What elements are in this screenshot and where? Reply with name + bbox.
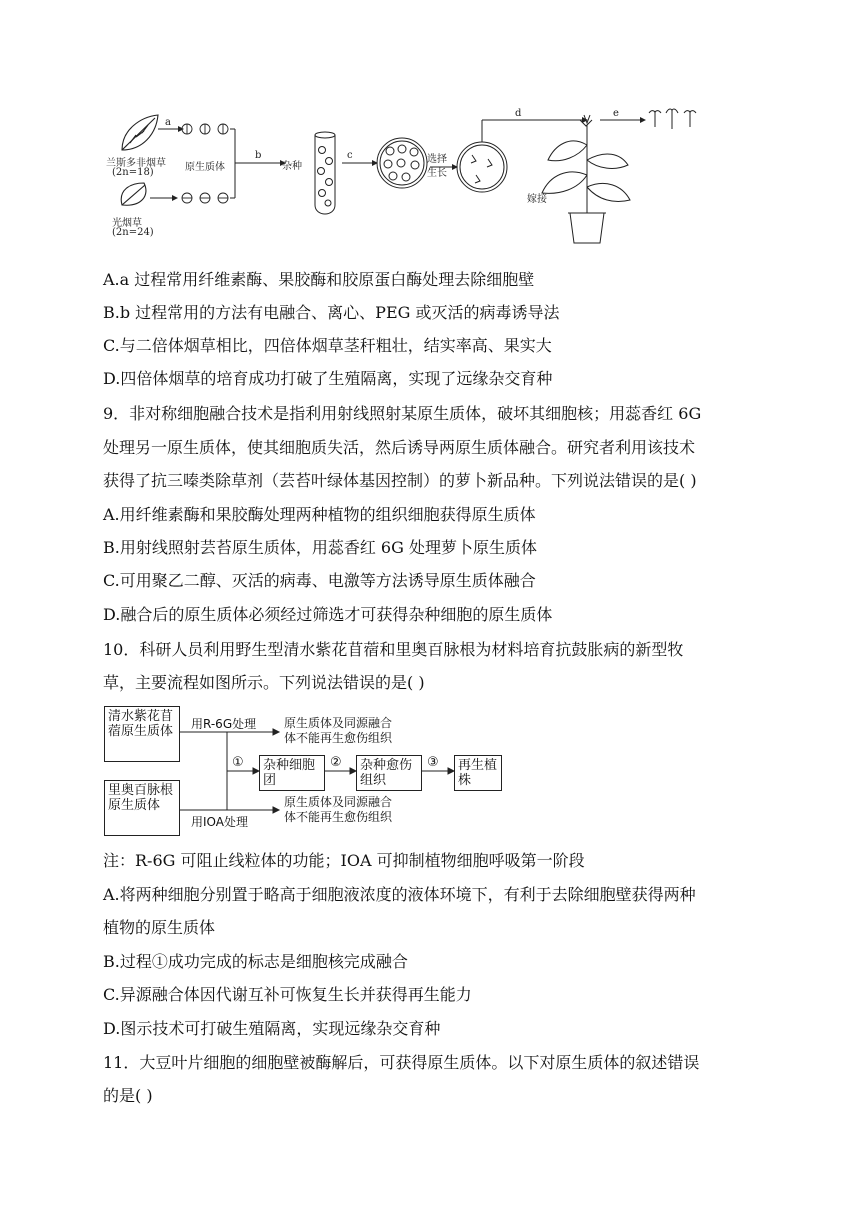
result-top-line-1: 原生质体及同源融合 xyxy=(284,716,393,730)
protoplast-row-1 xyxy=(182,124,228,134)
result-bottom-line-1: 原生质体及同源融合 xyxy=(284,795,393,809)
q10-option-b: B.过程①成功完成的标志是细胞核完成融合 xyxy=(103,952,408,971)
selection-dish-icon xyxy=(457,142,507,192)
leaf-icon-1 xyxy=(122,115,158,150)
box-alfalfa-protoplast: 清水紫花苜蓿原生质体 xyxy=(104,706,180,762)
step-d-label: d xyxy=(515,108,522,119)
q10-option-d: D.图示技术可打破生殖隔离，实现远缘杂交育种 xyxy=(103,1019,441,1038)
treat-ioa-label: 用IOA处理 xyxy=(191,815,248,829)
q11-stem-line-1: 11．大豆叶片细胞的细胞壁被酶解后，可获得原生质体。以下对原生质体的叙述错误 xyxy=(103,1053,700,1072)
step-2-marker: ② xyxy=(330,755,342,770)
q10-stem-line-1: 10．科研人员利用野生型清水紫花苜蓿和里奥百脉根为材料培育抗鼓胀病的新型牧 xyxy=(103,640,684,659)
q9-option-b: B.用射线照射芸苔原生质体，用蕊香红 6G 处理萝卜原生质体 xyxy=(103,538,537,557)
leaf-icon-2 xyxy=(121,183,146,205)
result-bottom-line-2: 体不能再生愈伤组织 xyxy=(284,810,393,824)
plant1-chromosome: (2n=18) xyxy=(112,167,154,178)
q9-option-d: D.融合后的原生质体必须经过筛选才可获得杂种细胞的原生质体 xyxy=(103,605,553,624)
grafted-plant-icon xyxy=(542,115,630,243)
q10-option-a-line-1: A.将两种细胞分别置于略高于细胞液浓度的液体环境下，有利于去除细胞壁获得两种 xyxy=(103,885,696,904)
step-a-label: a xyxy=(165,117,171,128)
box-hybrid-callus: 杂种愈伤组织 xyxy=(356,755,422,791)
hybrid-label: 杂种 xyxy=(282,161,302,172)
select-label-2: 生长 xyxy=(427,168,447,179)
graft-label: 嫁接 xyxy=(527,194,547,205)
plant2-name: 光烟草 xyxy=(112,218,142,229)
q9-stem-line-2: 处理另一原生质体，使其细胞质失活，然后诱导两原生质体融合。研究者利用该技术 xyxy=(103,438,696,457)
step-1-marker: ① xyxy=(232,755,244,770)
q9-stem-line-1: 9．非对称细胞融合技术是指利用射线照射某原生质体，破坏其细胞核；用蕊香红 6G xyxy=(103,404,702,423)
tobacco-fusion-figure xyxy=(100,105,720,250)
q8-option-a: A.a 过程常用纤维素酶、果胶酶和胶原蛋白酶处理去除细胞壁 xyxy=(103,270,535,289)
box-lotus-protoplast: 里奥百脉根原生质体 xyxy=(104,780,180,836)
q8-option-d: D.四倍体烟草的培育成功打破了生殖隔离，实现了远缘杂交育种 xyxy=(103,369,553,388)
q10-stem-line-2: 草，主要流程如图所示。下列说法错误的是( ) xyxy=(103,673,425,692)
plant2-chromosome: (2n=24) xyxy=(112,227,154,238)
box-hybrid-cluster: 杂种细胞团 xyxy=(259,755,325,791)
step-e-label: e xyxy=(613,108,619,119)
q9-option-c: C.可用聚乙二醇、灭活的病毒、电激等方法诱导原生质体融合 xyxy=(103,571,536,590)
protoplast-row-2 xyxy=(182,193,228,203)
select-label-1: 选择 xyxy=(427,154,447,165)
step-c-label: c xyxy=(347,150,353,161)
q10-note: 注：R-6G 可阻止线粒体的功能；IOA 可抑制植物细胞呼吸第一阶段 xyxy=(103,851,585,870)
result-top-line-2: 体不能再生愈伤组织 xyxy=(284,731,393,745)
treat-r6g-label: 用R-6G处理 xyxy=(191,717,257,731)
q9-option-a: A.用纤维素酶和果胶酶处理两种植物的组织细胞获得原生质体 xyxy=(103,505,536,524)
q10-option-c: C.异源融合体因代谢互补可恢复生长并获得再生能力 xyxy=(103,985,472,1004)
step-3-marker: ③ xyxy=(427,755,439,770)
q11-stem-line-2: 的是( ) xyxy=(103,1086,153,1105)
test-tube-icon xyxy=(315,132,335,214)
box-regenerated-plant: 再生植株 xyxy=(454,755,502,791)
step-b-label: b xyxy=(255,150,262,161)
plant1-name: 兰斯多非烟草 xyxy=(106,158,166,169)
seedlings-icon xyxy=(649,109,696,129)
q8-option-c: C.与二倍体烟草相比，四倍体烟草茎秆粗壮，结实率高、果实大 xyxy=(103,336,552,355)
culture-dish-icon xyxy=(377,138,427,188)
q10-option-a-line-2: 植物的原生质体 xyxy=(103,918,216,937)
q8-option-b: B.b 过程常用的方法有电融合、离心、PEG 或灭活的病毒诱导法 xyxy=(103,303,560,322)
q9-stem-line-3: 获得了抗三嗪类除草剂（芸苔叶绿体基因控制）的萝卜新品种。下列说法错误的是( ) xyxy=(103,471,697,490)
protoplast-label: 原生质体 xyxy=(185,162,225,173)
